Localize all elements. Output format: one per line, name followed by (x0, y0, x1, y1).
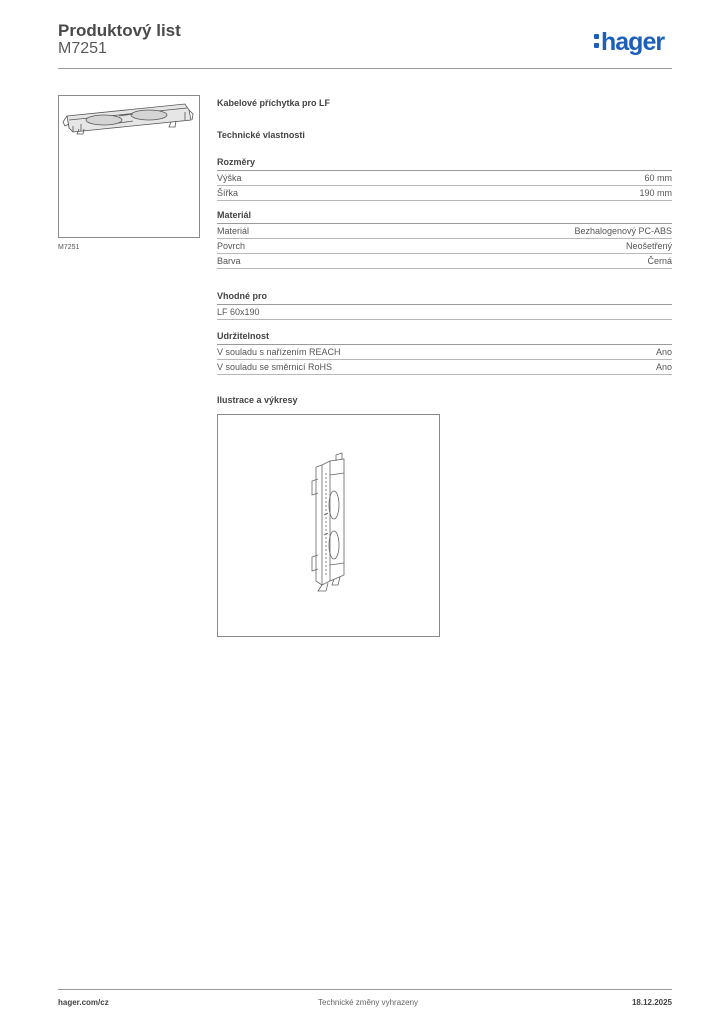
table-row (217, 305, 672, 320)
product-image (58, 95, 200, 238)
dimensions-section (217, 156, 672, 201)
footer-divider (58, 989, 672, 990)
table-row (217, 360, 672, 375)
product-name: Kabelové příchytka pro LF (217, 98, 331, 108)
row-value: Neošetřený (625, 241, 672, 251)
technical-properties-title: Technické vlastnosti (217, 130, 305, 140)
logo-dots-icon (594, 34, 599, 48)
table-row (217, 224, 672, 239)
table-row (217, 345, 672, 360)
row-value: 60 mm (644, 173, 672, 183)
material-title: Materiál (217, 209, 672, 224)
suitable-for-title: Vhodné pro (217, 290, 672, 305)
row-label: Barva (217, 256, 241, 266)
table-row (217, 186, 672, 201)
logo-text: hager (601, 28, 665, 56)
cable-clip-image (59, 96, 199, 237)
row-value: Černá (647, 256, 672, 266)
row-label: Materiál (217, 226, 250, 236)
material-section (217, 209, 672, 269)
row-value: Bezhalogenový PC-ABS (574, 226, 672, 236)
footer-date: 18.12.2025 (631, 998, 672, 1007)
sustainability-title: Udržitelnost (217, 330, 672, 345)
hager-logo[interactable] (594, 28, 664, 56)
row-label: Šířka (217, 188, 239, 198)
footer-website-link[interactable]: hager.com/cz (58, 998, 109, 1007)
row-label: V souladu s nařízením REACH (217, 347, 341, 357)
row-label: Výška (217, 173, 242, 183)
footer-notice: Technické změny vyhrazeny (318, 998, 419, 1007)
row-value: Ano (655, 347, 672, 357)
technical-drawing (217, 414, 440, 637)
row-label: Povrch (217, 241, 246, 251)
product-image-caption: M7251 (58, 244, 80, 251)
table-row (217, 171, 672, 186)
table-row (217, 254, 672, 269)
sustainability-section (217, 330, 672, 375)
suitable-for-section (217, 290, 672, 320)
header-divider (58, 68, 672, 69)
dimensions-title: Rozměry (217, 156, 672, 171)
illustrations-title: Ilustrace a výkresy (217, 395, 298, 405)
document-title: Produktový list (58, 21, 181, 40)
product-code: M7251 (58, 40, 107, 57)
table-row (217, 239, 672, 254)
row-value: Ano (655, 362, 672, 372)
row-label: LF 60x190 (217, 307, 260, 317)
row-label: V souladu se směrnicí RoHS (217, 362, 333, 372)
technical-drawing-svg (218, 415, 439, 636)
row-value: 190 mm (639, 188, 672, 198)
